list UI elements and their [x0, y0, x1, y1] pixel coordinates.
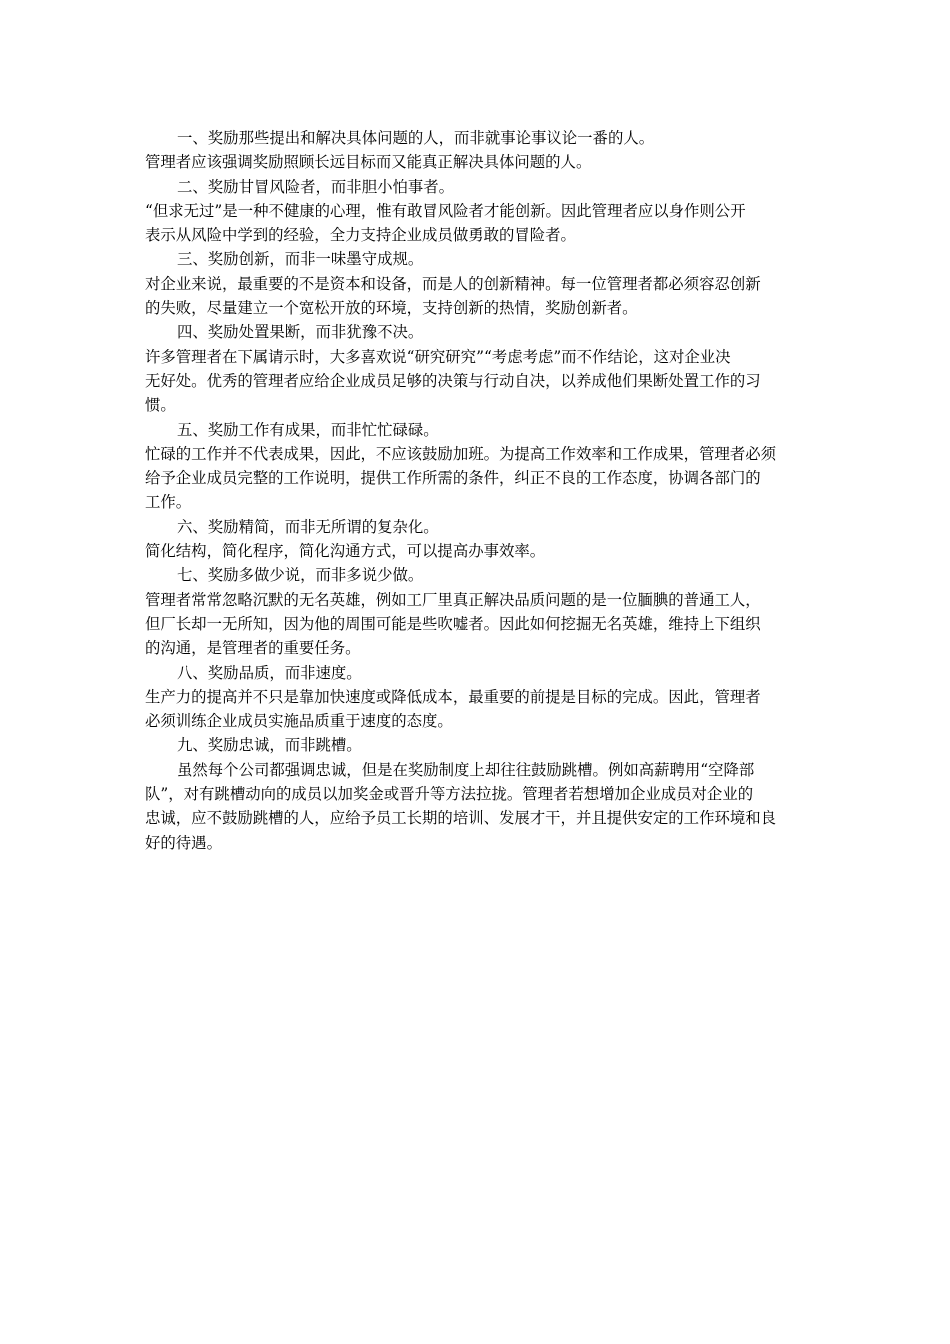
paragraph-text-line: “但求无过”是一种不健康的心理，惟有敢冒风险者才能创新。因此管理者应以身作则公开	[145, 201, 746, 220]
paragraph-text-line: 管理者应该强调奖励照顾长远目标而又能真正解决具体问题的人。	[145, 153, 592, 172]
paragraph-text-line: 管理者常常忽略沉默的无名英雄，例如工厂里真正解决品质问题的是一位腼腆的普通工人，	[145, 590, 761, 609]
paragraph-text-line: 惯。	[145, 396, 176, 415]
paragraph-text-line: 好的待遇。	[145, 833, 222, 852]
paragraph-text-line: 无好处。优秀的管理者应给企业成员足够的决策与行动自决，以养成他们果断处置工作的习	[145, 371, 761, 390]
paragraph-text-line: 许多管理者在下属请示时，大多喜欢说“研究研究”“考虑考虑”而不作结论，这对企业决	[145, 347, 731, 366]
paragraph-text-line: 表示从风险中学到的经验，全力支持企业成员做勇敢的冒险者。	[145, 226, 576, 245]
paragraph-heading-line: 九、奖励忠诚，而非跳槽。	[177, 736, 362, 755]
paragraph-text-line: 忙碌的工作并不代表成果，因此，不应该鼓励加班。为提高工作效率和工作成果，管理者必须	[145, 444, 777, 463]
paragraph-text-line: 的沟通，是管理者的重要任务。	[145, 639, 361, 658]
paragraph-text-line: 给予企业成员完整的工作说明，提供工作所需的条件，纠正不良的工作态度，协调各部门的	[145, 469, 761, 488]
paragraph-text-line: 队”，对有跳槽动向的成员以加奖金或晋升等方法拉拢。管理者若想增加企业成员对企业的	[145, 785, 754, 804]
paragraph-heading-line: 虽然每个公司都强调忠诚，但是在奖励制度上却往往鼓励跳槽。例如高薪聘用“空降部	[177, 760, 755, 779]
paragraph-text-line: 对企业来说，最重要的不是资本和设备，而是人的创新精神。每一位管理者都必须容忍创新	[145, 274, 761, 293]
paragraph-text-line: 必须训练企业成员实施品质重于速度的态度。	[145, 712, 453, 731]
paragraph-heading-line: 五、奖励工作有成果，而非忙忙碌碌。	[177, 420, 439, 439]
paragraph-text-line: 忠诚，应不鼓励跳槽的人，应给予员工长期的培训、发展才干，并且提供安定的工作环境和良	[145, 809, 777, 828]
paragraph-heading-line: 四、奖励处置果断，而非犹豫不决。	[177, 323, 424, 342]
paragraph-text-line: 的失败，尽量建立一个宽松开放的环境，支持创新的热情，奖励创新者。	[145, 299, 638, 318]
paragraph-heading-line: 六、奖励精简，而非无所谓的复杂化。	[177, 517, 439, 536]
paragraph-text-line: 简化结构，简化程序，简化沟通方式，可以提高办事效率。	[145, 542, 546, 561]
paragraph-heading-line: 七、奖励多做少说，而非多说少做。	[177, 566, 424, 585]
paragraph-text-line: 但厂长却一无所知，因为他的周围可能是些吹嘘者。因此如何挖掘无名英雄，维持上下组织	[145, 614, 761, 633]
paragraph-heading-line: 二、奖励甘冒风险者，而非胆小怕事者。	[177, 177, 455, 196]
paragraph-heading-line: 一、奖励那些提出和解决具体问题的人，而非就事论事议论一番的人。	[177, 129, 655, 147]
paragraph-heading-line: 八、奖励品质，而非速度。	[177, 663, 362, 682]
paragraph-text-line: 工作。	[145, 493, 192, 512]
paragraph-text-line: 生产力的提高并不只是靠加快速度或降低成本，最重要的前提是目标的完成。因此，管理者	[145, 687, 761, 706]
document-page	[145, 126, 807, 855]
paragraph-heading-line: 三、奖励创新，而非一味墨守成规。	[177, 250, 424, 269]
